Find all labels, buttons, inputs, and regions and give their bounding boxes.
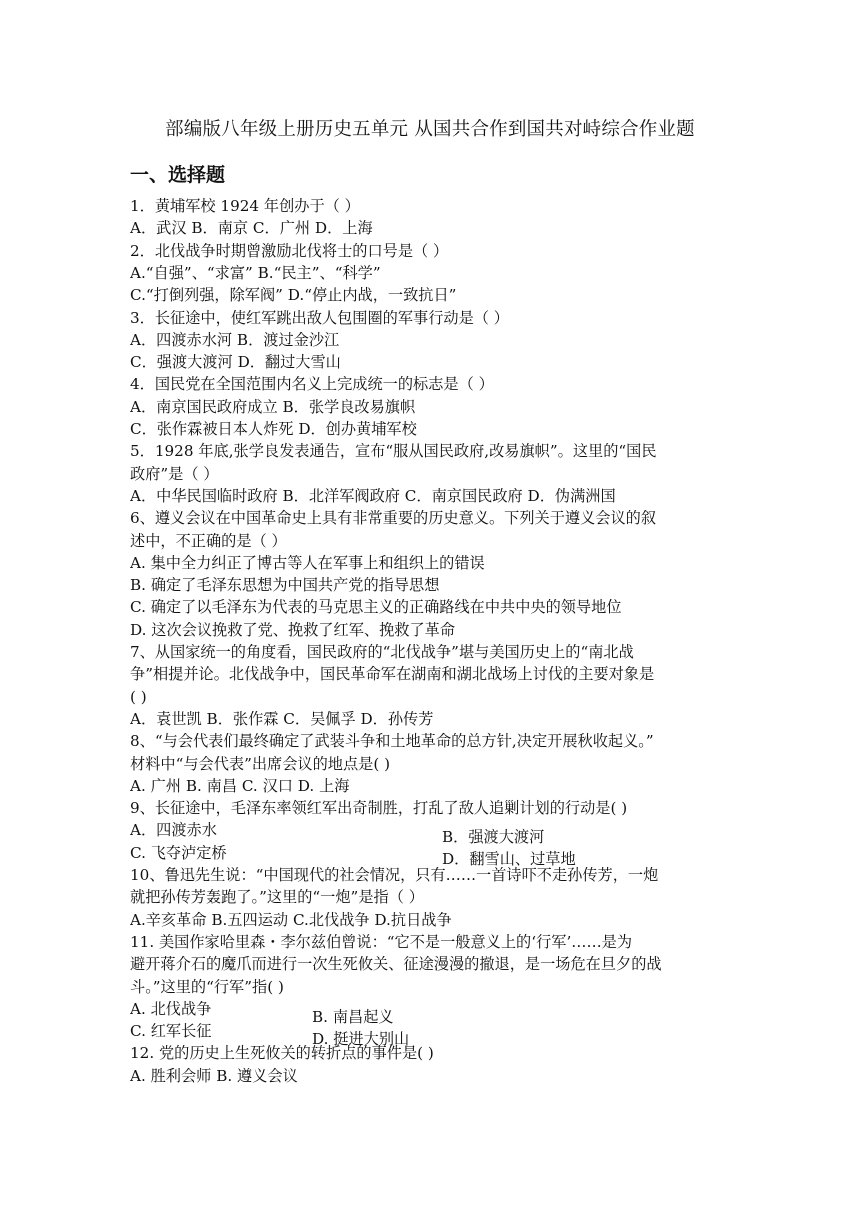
text-line: 就把孙传芳轰跑了。”这里的“一炮”是指（ ） (130, 888, 424, 907)
text-line: C. 确定了以毛泽东为代表的马克思主义的正确路线在中共中央的领导地位 (130, 598, 622, 617)
text-line: ( ) (130, 687, 147, 706)
text-line: 11. 美国作家哈里森・李尔兹伯曾说：“它不是一般意义上的‘行军’……是为 (130, 932, 633, 951)
text-line: 9、长征途中，毛泽东率领红军出奇制胜，打乱了敌人追剿计划的行动是( ) (130, 799, 628, 818)
text-line: 4．国民党在全国范围内名义上完成统一的标志是（ ） (130, 375, 494, 394)
section-heading: 一、选择题 (130, 164, 226, 186)
text-line: 材料中“与会代表”出席会议的地点是( ) (130, 754, 391, 773)
text-line: 2．北伐战争时期曾激励北伐将士的口号是（ ） (130, 241, 449, 260)
text-line: 述中，不正确的是（ ） (130, 531, 287, 550)
text-line: D. 这次会议挽救了党、挽救了红军、挽救了革命 (130, 620, 456, 639)
text-line: 5．1928 年底,张学良发表通告，宣布“服从国民政府,改易旗帜”。这里的“国民 (130, 442, 657, 461)
page-title: 部编版八年级上册历史五单元 从国共合作到国共对峙综合作业题 (165, 119, 695, 140)
text-line: A. 集中全力纠正了博古等人在军事上和组织上的错误 (130, 553, 485, 572)
text-line: A. 胜利会师 B. 遵义会议 (130, 1066, 298, 1085)
text-line: A. 广州 B. 南昌 C. 汉口 D. 上海 (130, 776, 350, 795)
text-line: 斗。”这里的“行军”指( ) (130, 977, 284, 996)
text-line: A.“自强”、“求富” B.“民主”、“科学” (130, 263, 381, 282)
text-line: A．四渡赤水 (130, 821, 217, 840)
text-line: B. 确定了毛泽东思想为中国共产党的指导思想 (130, 576, 440, 595)
text-line: 争”相提并论。北伐战争中，国民革命军在湖南和湖北战场上讨伐的主要对象是 (130, 665, 655, 684)
text-line: A.辛亥革命 B.五四运动 C.北伐战争 D.抗日战争 (130, 910, 452, 929)
text-line: 1．黄埔军校 1924 年创办于（ ） (130, 197, 360, 215)
text-line: C. 红军长征 (130, 1022, 212, 1041)
text-line: 3．长征途中，使红军跳出敌人包围圈的军事行动是（ ） (130, 308, 509, 327)
text-line: 8、“与会代表们最终确定了武装斗争和土地革命的总方针,决定开展秋收起义。” (130, 732, 654, 751)
text-line: C.“打倒列强，除军阀” D.“停止内战，一致抗日” (130, 286, 457, 305)
text-line: C. 飞夺泸定桥 (130, 843, 227, 862)
text-line: A．中华民国临时政府 B．北洋军阀政府 C．南京国民政府 D．伪满洲国 (130, 486, 616, 505)
q11-option-b: B. 南昌起义 (312, 1008, 394, 1026)
text-line: A．袁世凯 B．张作霖 C．吴佩孚 D．孙传芳 (130, 709, 434, 728)
q9-option-d: D．翻雪山、过草地 (442, 850, 576, 868)
text-line: A．武汉 B．南京 C．广州 D．上海 (130, 219, 373, 238)
text-line: 避开蒋介石的魔爪而进行一次生死攸关、征途漫漫的撤退，是一场危在旦夕的战 (130, 955, 662, 974)
text-line: 10、鲁迅先生说：“中国现代的社会情况，只有……一首诗吓不走孙传芳，一炮 (130, 866, 659, 884)
text-line: C．张作霖被日本人炸死 D．创办黄埔军校 (130, 420, 417, 438)
text-line: A．四渡赤水河 B．渡过金沙江 (130, 330, 340, 349)
q11-option-d: D. 挺进大别山 (312, 1030, 410, 1048)
text-line: A．南京国民政府成立 B．张学良改易旗帜 (130, 397, 416, 416)
text-line: 7、从国家统一的角度看，国民政府的“北伐战争”堪与美国历史上的“南北战 (130, 643, 634, 661)
text-line: 6、遵义会议在中国革命史上具有非常重要的历史意义。下列关于遵义会议的叙 (130, 509, 657, 528)
text-line: 政府”是（ ） (130, 464, 219, 483)
text-line: 12. 党的历史上生死攸关的转折点的事件是( ) (130, 1044, 434, 1063)
q9-option-b: B．强渡大渡河 (442, 828, 545, 846)
text-line: A. 北伐战争 (130, 999, 212, 1018)
text-line: C．强渡大渡河 D．翻过大雪山 (130, 353, 341, 372)
